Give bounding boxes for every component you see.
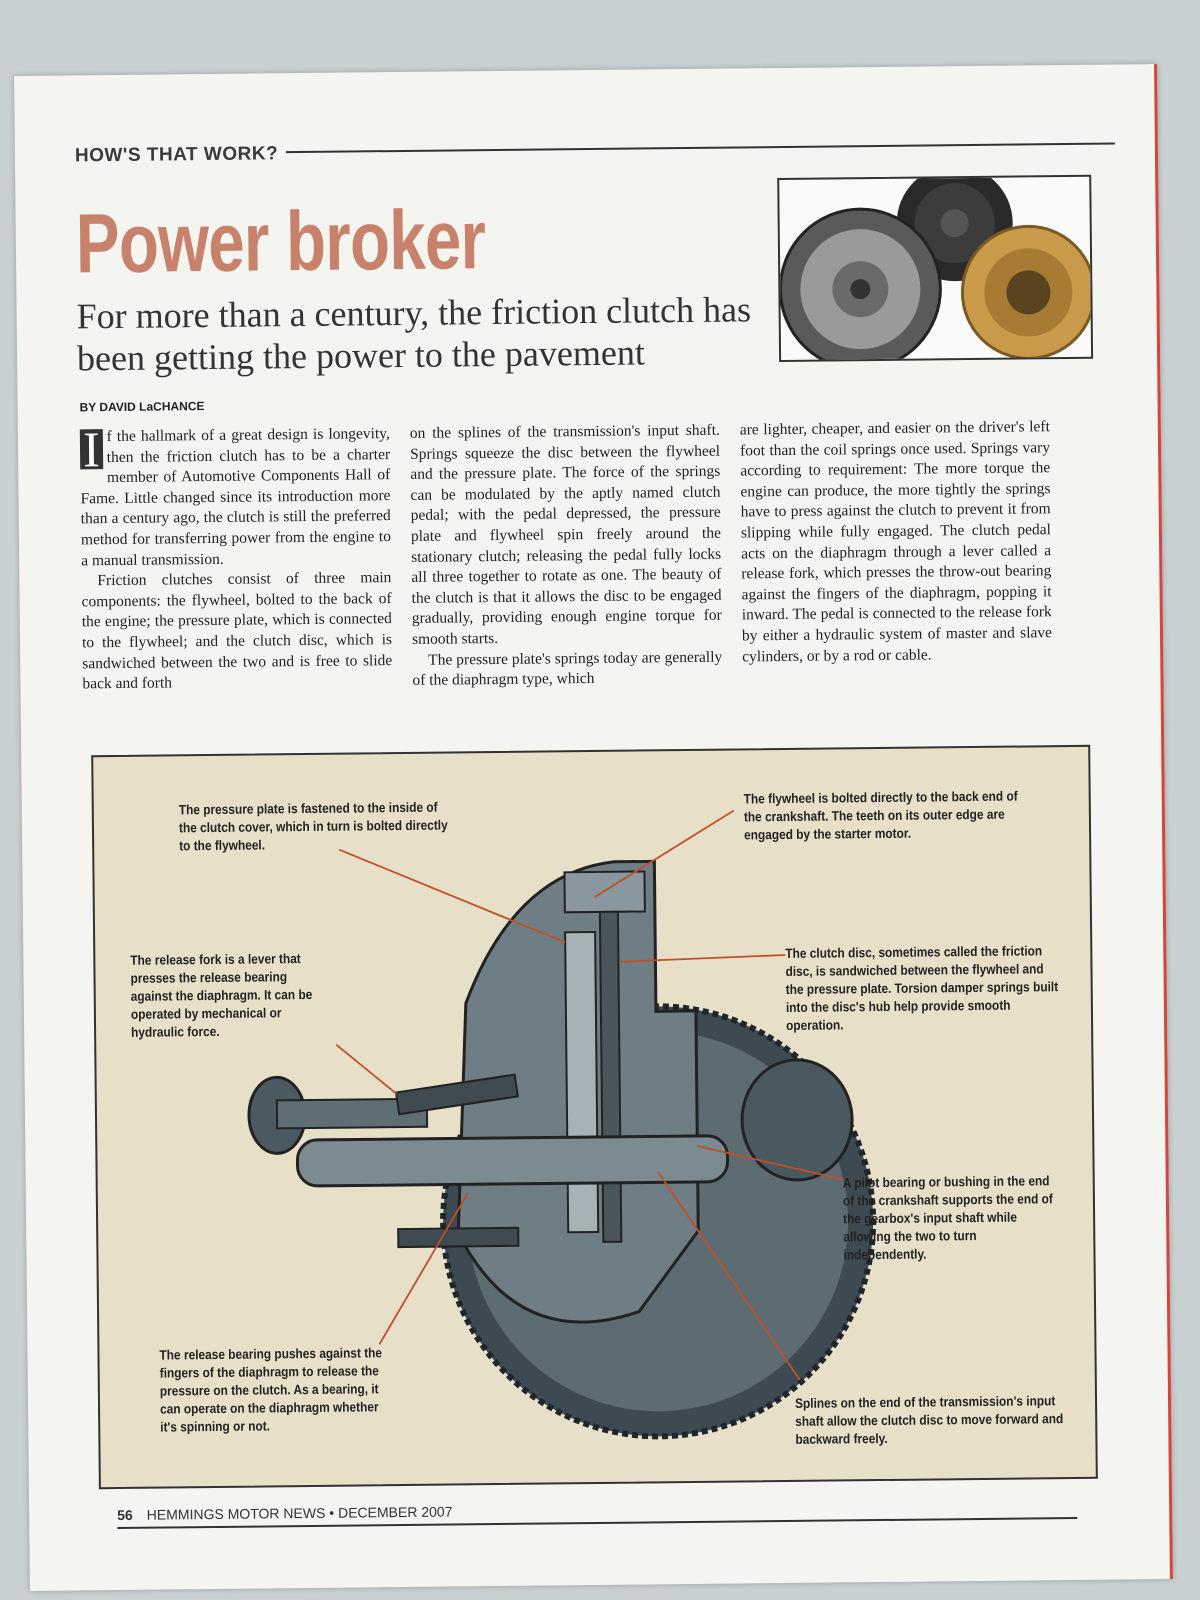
clutch-parts-illustration — [779, 177, 1091, 360]
article-title: Power broker — [75, 192, 486, 291]
callout-release-fork: The release fork is a lever that presses the release bearing against the diaphragm. It can be operated by mechanical or hydraulic force. — [130, 951, 313, 1040]
clutch-parts-photo — [777, 175, 1093, 362]
paragraph: are lighter, cheaper, and easier on the driver's left foot than the coil springs once used. Springs vary according to requirement: The more torque the engine can produce, the more tightly the springs have to press against the clutch to prevent it from slipping while fully engaged. The clutch pedal acts on the diaphragm through a lever called a release fork, which presses the throw-out bearing against the fingers of the diaphragm, popping it inward. The pedal is connected to the release fork by either a hydraulic system of master and slave cylinders, or by a rod or cable. — [739, 418, 1053, 665]
article-column-2 — [410, 421, 723, 692]
section-label: HOW'S THAT WORK? — [74, 143, 279, 167]
paragraph: The pressure plate's springs today are generally of the diaphragm type, which — [412, 648, 723, 690]
article-column-1 — [80, 421, 393, 695]
callout-flywheel: The flywheel is bolted directly to the back end of the crankshaft. The teeth on its outer edge are engaged by the starter motor. — [743, 788, 1018, 843]
paragraph — [80, 421, 392, 571]
callout-clutch-disc: The clutch disc, sometimes called the friction disc, is sandwiched between the flywheel and the pressure plate. Torsion damper springs built into the disc's hub help provide smooth operation. — [785, 943, 1059, 1033]
drop-cap: I — [80, 429, 103, 469]
section-header — [75, 135, 1115, 168]
page-number: 56 — [117, 1506, 133, 1524]
paragraph: on the splines of the transmission's input shaft. Springs squeeze the disc between the flywheel and the pressure plate. The force of the springs can be modulated by the aptly named clutch pedal; with the pedal depressed, the pressure plate and flywheel spin freely around the stationary clutch; releasing the pedal fully locks all three together to rotate as one. The beauty of the clutch is that it allows the disc to be engaged gradually, providing enough engine torque for smooth starts. — [409, 421, 722, 648]
callout-splines: Splines on the end of the transmission's input shaft allow the clutch disc to move forward and backward freely. — [794, 1393, 1064, 1447]
page-footer — [117, 1504, 452, 1524]
callout-pressure-plate: The pressure plate is fastened to the inside of the clutch cover, which in turn is bolted directly to the flywheel. — [178, 799, 448, 854]
publication-name: HEMMINGS MOTOR NEWS • DECEMBER 2007 — [146, 1503, 453, 1523]
callout-pilot-bearing: A pilot bearing or bushing in the end of the crankshaft supports the end of the gearbox's input shaft while allowing the two to turn independently. — [842, 1173, 1053, 1263]
article-column-3 — [740, 417, 1053, 667]
article-deck: For more than a century, the friction clutch has been getting the power to the pavement — [76, 289, 752, 379]
byline: BY DAVID LaCHANCE — [79, 399, 205, 415]
section-rule — [286, 143, 1115, 154]
clutch-diagram — [91, 745, 1098, 1489]
paragraph-text: f the hallmark of a great design is longevity, then the friction clutch has to be a charter member of Automotive Components Hall of Fame. Little changed since its introduction more than a century ago, the clutch is still the preferred method for transferring power from the engine to a manual transmission. — [80, 425, 392, 569]
paragraph: Friction clutches consist of three main components: the flywheel, bolted to the back of the engine; the pressure plate, which is connected to the flywheel; and the clutch disc, which is sandwiched between the two and is free to slide back and forth — [81, 569, 393, 693]
magazine-page — [14, 64, 1173, 1591]
callout-release-bearing: The release bearing pushes against the fingers of the diaphragm to release the pressure on the clutch. As a bearing, it can operate on the diaphragm whether it's spinning or not. — [159, 1345, 383, 1435]
